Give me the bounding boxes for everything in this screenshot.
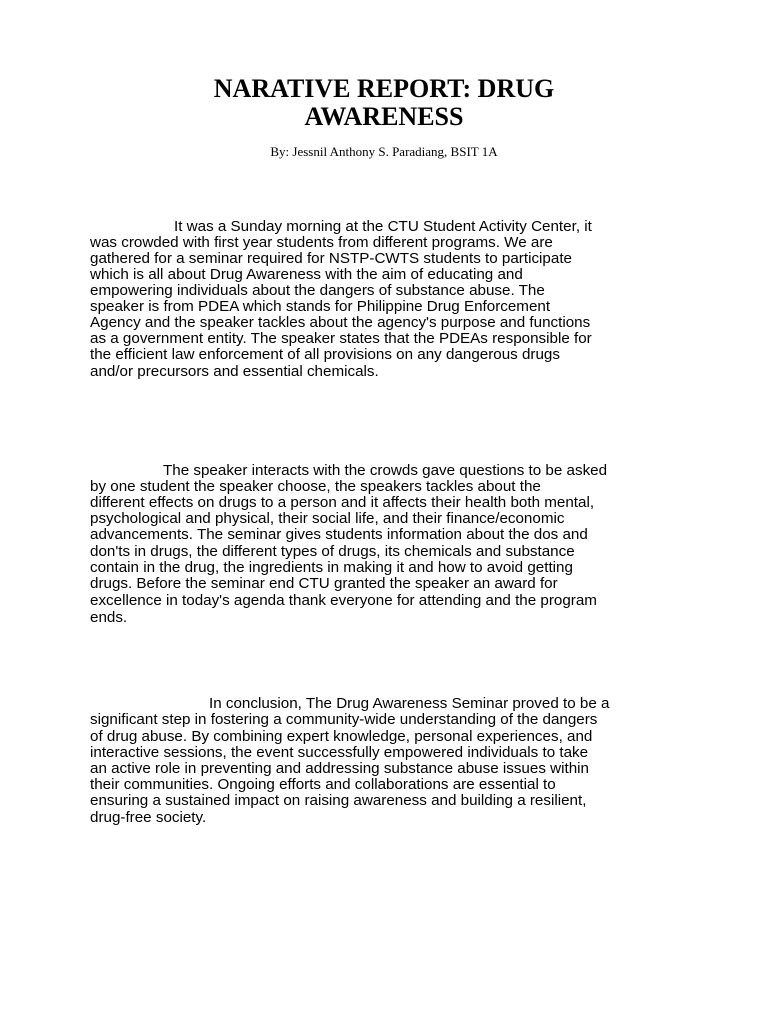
paragraph-line: It was a Sunday morning at the CTU Student Activity Center, it [174, 218, 592, 235]
paragraph-line: drugs. Before the seminar end CTU granted the speaker an award for [90, 575, 558, 592]
paragraph-line: their communities. Ongoing efforts and collaborations are essential to [90, 776, 556, 793]
paragraph-line: drug-free society. [90, 809, 207, 826]
paragraph-line: as a government entity. The speaker states that the PDEAs responsible for [90, 330, 592, 347]
paragraph-line: different effects on drugs to a person and it affects their health both mental, [90, 494, 595, 511]
paragraph-line: gathered for a seminar required for NSTP-CWTS students to participate [90, 250, 572, 267]
paragraph-line: interactive sessions, the event successfully empowered individuals to take [90, 744, 589, 761]
paragraph-line: was crowded with first year students from different programs. We are [90, 234, 553, 251]
paragraph-line: by one student the speaker choose, the speakers tackles about the [90, 478, 541, 495]
paragraph-line: ensuring a sustained impact on raising awareness and building a resilient, [90, 792, 587, 809]
paragraph-line: empowering individuals about the dangers of substance abuse. The [90, 282, 545, 299]
paragraph-line: which is all about Drug Awareness with the aim of educating and [90, 266, 523, 283]
paragraph-line: an active role in preventing and addressing substance abuse issues within [90, 760, 589, 777]
document-byline: By: Jessnil Anthony S. Paradiang, BSIT 1A [270, 144, 498, 159]
paragraph-line: psychological and physical, their social life, and their finance/economic [90, 510, 565, 527]
paragraph-line: excellence in today's agenda thank everyone for attending and the program [90, 592, 597, 609]
paragraph-line: advancements. The seminar gives students information about the dos and [90, 526, 588, 543]
paragraph-line: The speaker interacts with the crowds gave questions to be asked [163, 462, 608, 479]
paragraph-line: don'ts in drugs, the different types of drugs, its chemicals and substance [90, 543, 575, 560]
paragraph-line: significant step in fostering a community-wide understanding of the dangers [90, 711, 598, 728]
document-title-line-1: NARATIVE REPORT: DRUG [213, 74, 555, 103]
paragraph-line: ends. [90, 609, 128, 626]
paragraph-line: the efficient law enforcement of all provisions on any dangerous drugs [90, 346, 560, 363]
paragraph-line: contain in the drug, the ingredients in making it and how to avoid getting [90, 559, 573, 576]
paragraph-line: Agency and the speaker tackles about the agency's purpose and functions [90, 314, 591, 331]
paragraph-line: speaker is from PDEA which stands for Philippine Drug Enforcement [90, 298, 551, 315]
paragraph-line: In conclusion, The Drug Awareness Seminar proved to be a [209, 695, 610, 712]
document-title-line-2: AWARENESS [304, 102, 464, 131]
paragraph-line: of drug abuse. By combining expert knowledge, personal experiences, and [90, 728, 593, 745]
paragraph-line: and/or precursors and essential chemicals. [90, 363, 379, 380]
